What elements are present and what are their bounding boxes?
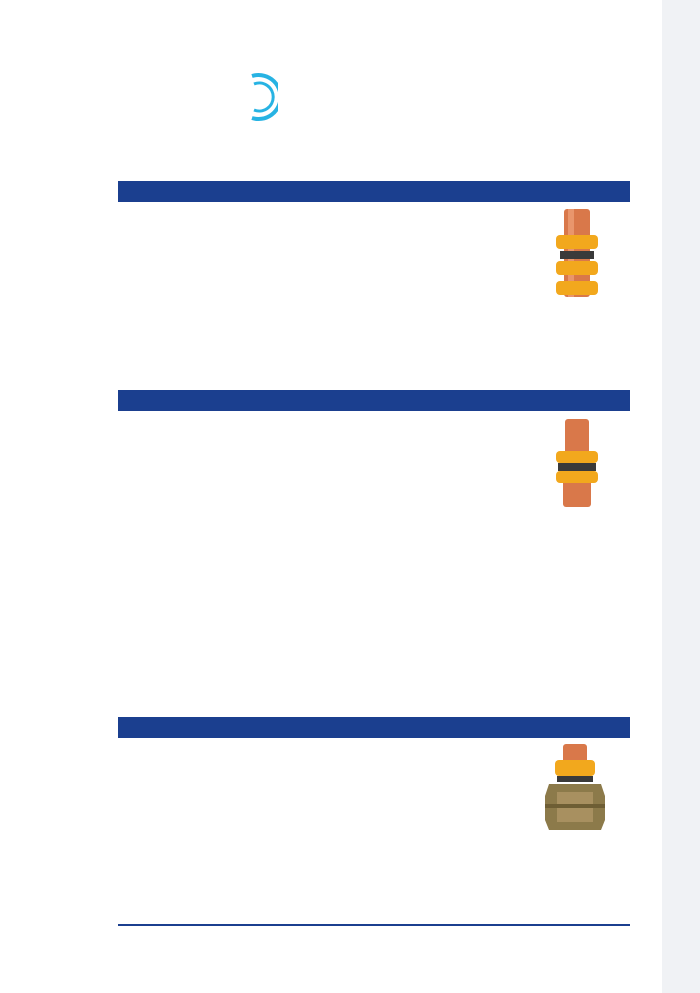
table-header [118,181,630,202]
reducing-joiner-image [552,415,602,511]
table-header [118,717,630,738]
joiner-fitting-image [552,205,602,301]
footer-divider [118,924,630,926]
table-adaptor-fi [118,717,630,738]
tradepex-logo-arc-icon [222,72,278,122]
table-header [118,390,630,411]
section-tabs [662,0,700,993]
table-joiner [118,181,630,202]
tradepex-logo [118,72,278,122]
adaptor-fi-image [543,742,607,834]
table-reducing-joiner [118,390,630,411]
